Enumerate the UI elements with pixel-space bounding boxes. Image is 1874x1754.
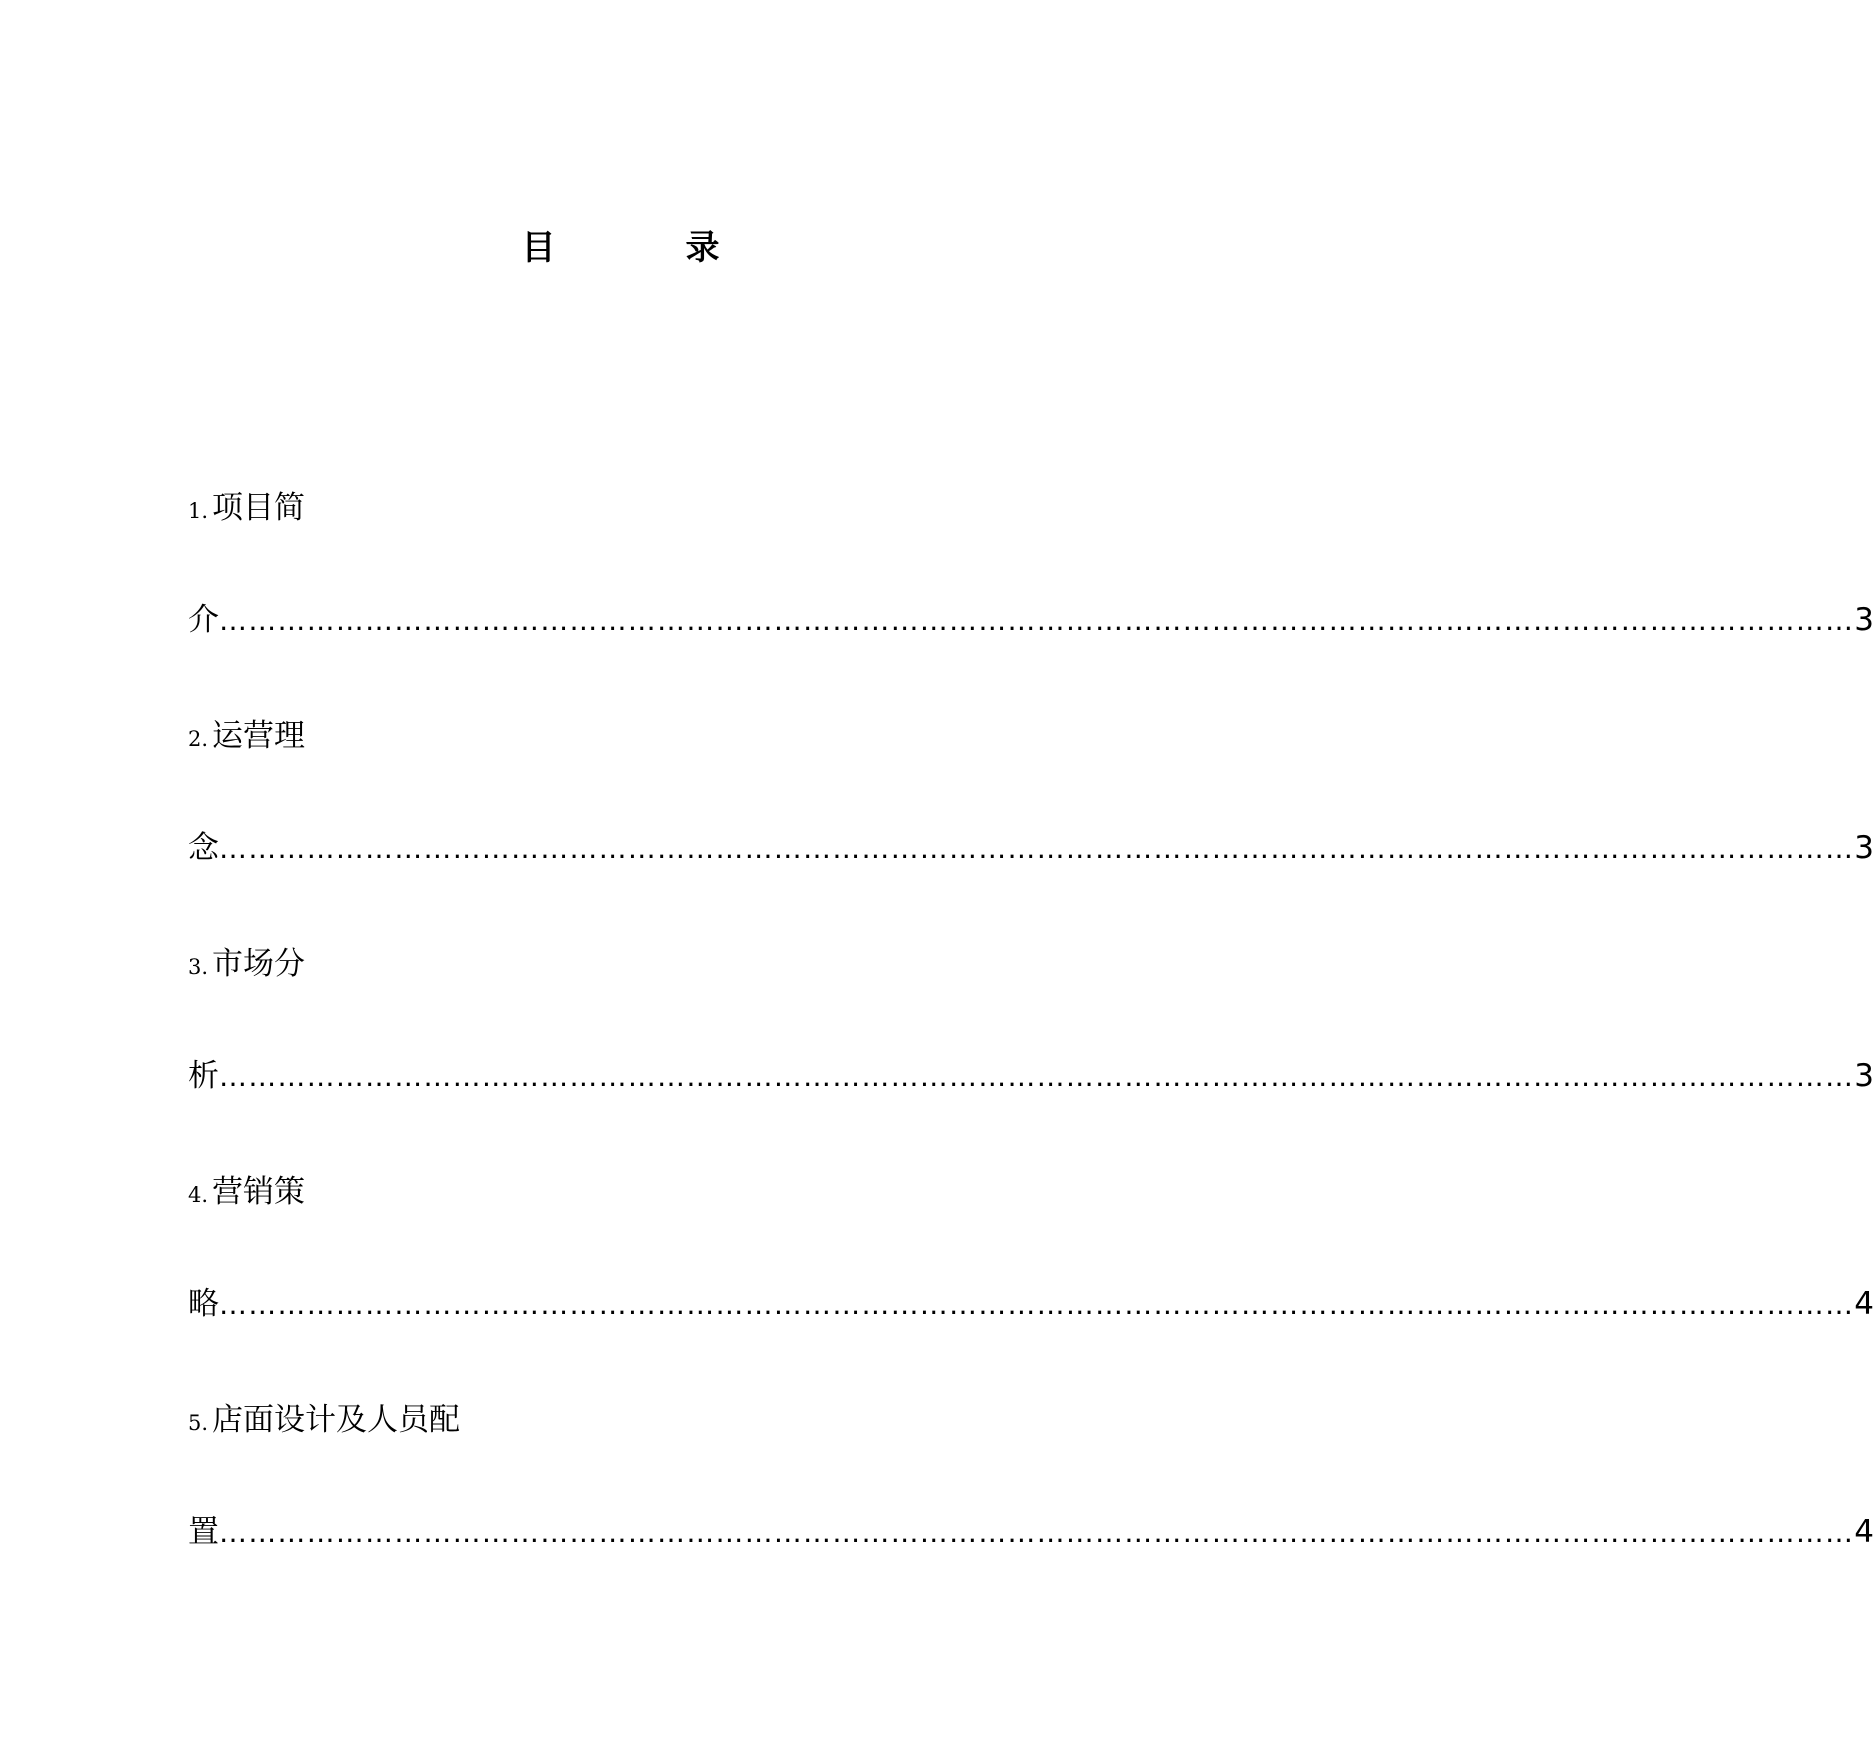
toc-entry-3-head [188, 942, 305, 986]
toc-entry-text-end: 介 [188, 602, 219, 638]
toc-entry-number: 3. [188, 955, 209, 979]
toc-entry-1-tail [188, 598, 1874, 642]
toc-entry-number: 2. [188, 727, 209, 751]
dot-leader: …………………………………………………………………………………………………………………………………………………… [219, 1288, 1855, 1321]
toc-entry-number: 1. [188, 499, 209, 523]
toc-page-number: 3 [1854, 830, 1874, 866]
toc-entry-text: 营销策 [212, 1174, 306, 1210]
toc-entry-number: 4. [188, 1183, 209, 1207]
toc-entry-text: 店面设计及人员配 [212, 1402, 461, 1438]
toc-entry-3-tail [188, 1054, 1874, 1098]
toc-entry-text: 运营理 [212, 718, 306, 754]
dot-leader: …………………………………………………………………………………………………………………………………………………… [219, 832, 1855, 865]
toc-page-number: 4 [1854, 1514, 1874, 1550]
toc-entry-number: 5. [188, 1411, 209, 1435]
toc-entry-text: 市场分 [212, 946, 306, 982]
dot-leader: …………………………………………………………………………………………………………………………………………………… [219, 1516, 1855, 1549]
dot-leader: …………………………………………………………………………………………………………………………………………………… [219, 604, 1855, 637]
toc-entry-2-tail [188, 826, 1874, 870]
toc-entry-5-head [188, 1398, 460, 1442]
toc-entry-5-tail [188, 1510, 1874, 1554]
toc-entry-text-end: 析 [188, 1058, 219, 1094]
toc-entry-4-tail [188, 1282, 1874, 1326]
toc-page-number: 3 [1854, 1058, 1874, 1094]
toc-page-number: 3 [1854, 602, 1874, 638]
toc-page-number: 4 [1854, 1286, 1874, 1322]
toc-entry-text-end: 置 [188, 1514, 219, 1550]
toc-entry-text-end: 念 [188, 830, 219, 866]
toc-title: 目 录 [521, 228, 768, 268]
dot-leader: …………………………………………………………………………………………………………………………………………………… [219, 1060, 1855, 1093]
toc-entry-1-head [188, 486, 305, 530]
toc-entry-4-head [188, 1170, 305, 1214]
toc-entry-text-end: 略 [188, 1286, 219, 1322]
toc-entry-text: 项目简 [212, 490, 306, 526]
toc-entry-2-head [188, 714, 305, 758]
